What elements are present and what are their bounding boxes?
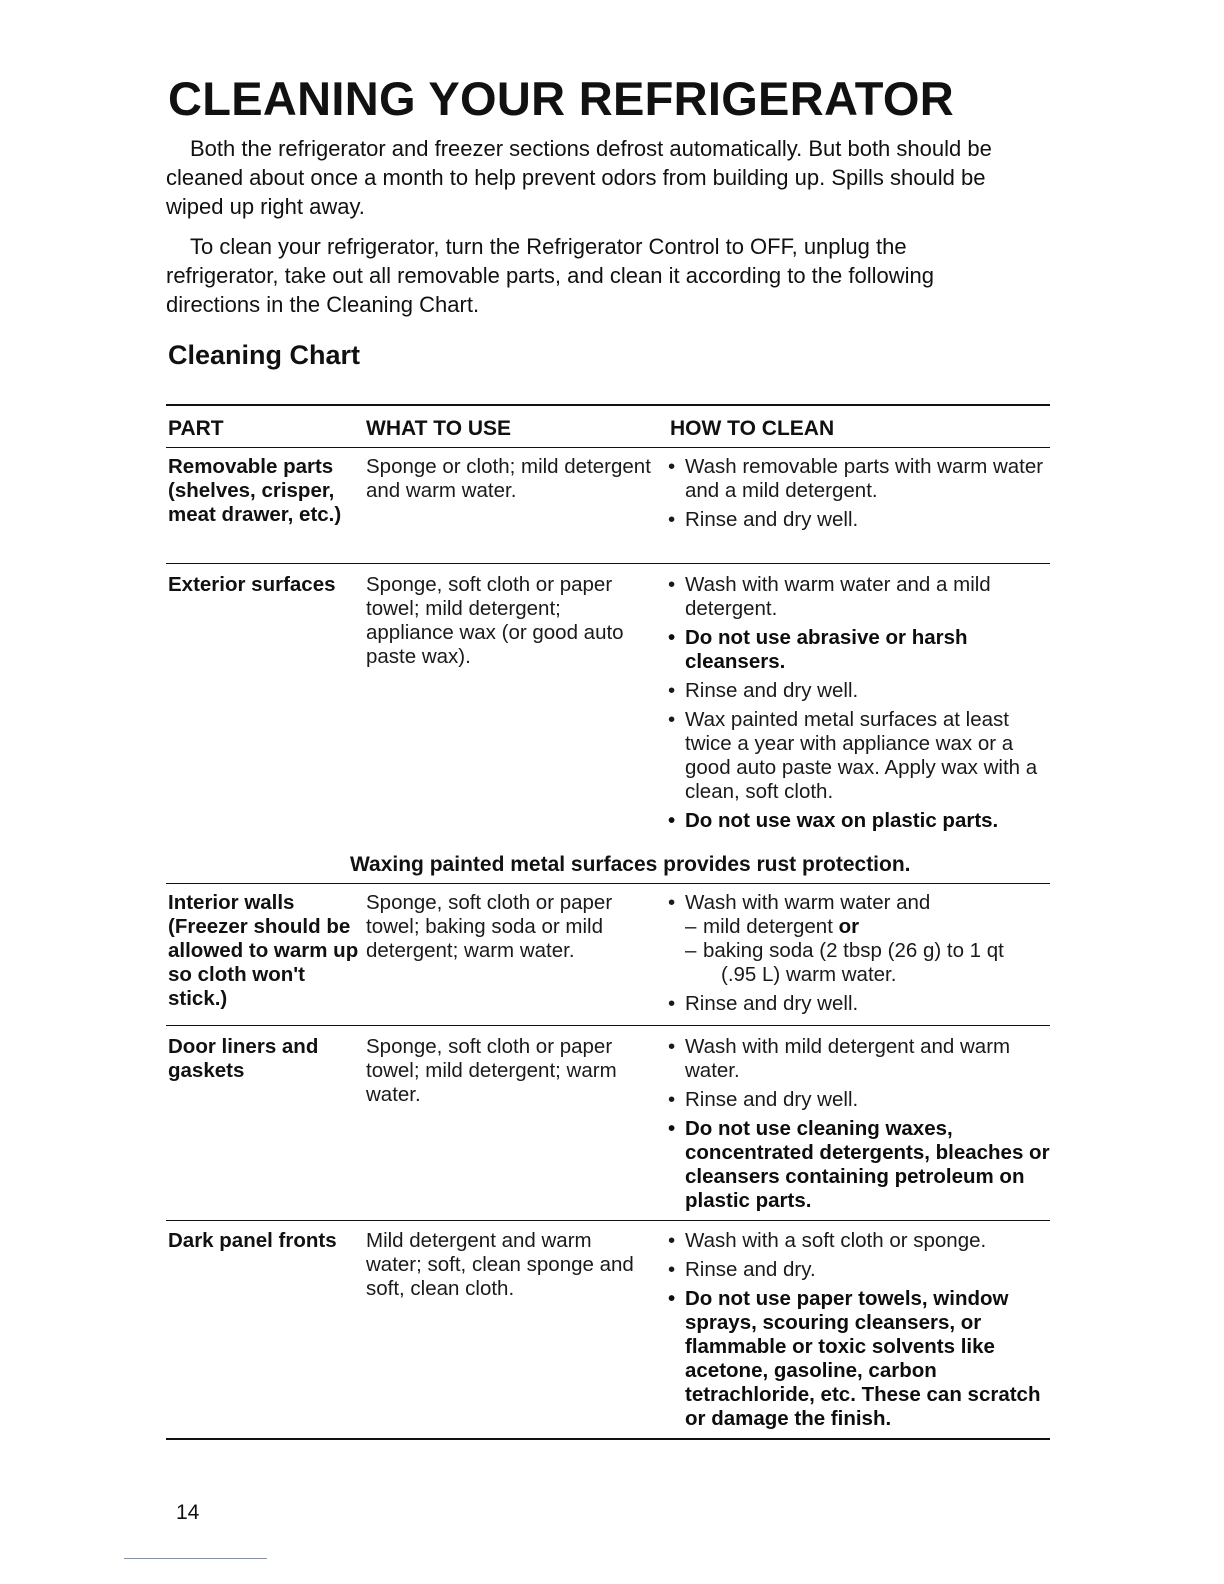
header-rule <box>166 447 1050 448</box>
bullet-icon: • <box>668 1229 676 1252</box>
bullet-icon: • <box>668 809 676 832</box>
bullet-icon: • <box>668 573 676 596</box>
part-cell: Removable parts (shelves, crisper, meat drawer, etc.) <box>168 455 342 526</box>
bullet-icon: • <box>668 1287 676 1310</box>
bullet-icon: • <box>668 508 676 531</box>
part-cell: Interior walls (Freezer should be allowed to warm up so cloth won't stick.) <box>168 891 359 1010</box>
bullet-icon: • <box>668 992 676 1015</box>
table-bottom-rule <box>166 1438 1050 1440</box>
bullet-icon: • <box>668 626 676 649</box>
dash-icon: – <box>685 915 697 938</box>
row-rule <box>166 1025 1050 1026</box>
list-item: • Wash with warm water and a mild detergent. <box>668 573 991 620</box>
list-item: • Rinse and dry. <box>668 1258 816 1281</box>
what-to-use-cell: Sponge, soft cloth or paper towel; baking soda or mild detergent; warm water. <box>366 891 613 962</box>
header-how-to-clean: HOW TO CLEAN <box>670 417 835 440</box>
bullet-icon: • <box>668 1117 676 1140</box>
sub-item: – mild detergent or <box>685 915 860 938</box>
what-to-use-cell: Sponge, soft cloth or paper towel; mild detergent; warm water. <box>366 1035 617 1106</box>
list-item: • Rinse and dry well. <box>668 679 859 702</box>
bullet-icon: • <box>668 708 676 731</box>
list-item: • Do not use abrasive or harsh cleansers. <box>668 626 968 673</box>
how-to-clean-cell <box>668 1229 1058 1436</box>
part-cell: Exterior surfaces <box>168 573 336 596</box>
how-to-clean-cell <box>668 891 1058 1021</box>
list-item: • Wash removable parts with warm water and a mild detergent. <box>668 455 1044 502</box>
intro-paragraph-2: To clean your refrigerator, turn the Refrigerator Control to OFF, unplug the refrigerator, take out all removable parts, and clean it according to the following directions in the Cleaning Chart. <box>166 234 934 317</box>
page-number: 14 <box>176 1501 200 1524</box>
chart-title: Cleaning Chart <box>168 340 361 370</box>
bullet-icon: • <box>668 1258 676 1281</box>
dash-icon: – <box>685 939 697 962</box>
how-to-clean-cell <box>668 573 1058 838</box>
list-item: • Rinse and dry well. <box>668 992 859 1015</box>
list-item: • Do not use paper towels, window sprays, scouring cleansers, or flammable or toxic solvents like acetone, gasoline, carbon tetrachloride, etc. These can scratch or damage the finish. <box>668 1287 1041 1430</box>
row-rule <box>166 563 1050 564</box>
bullet-icon: • <box>668 679 676 702</box>
list-item: • Rinse and dry well. <box>668 1088 859 1111</box>
header-what-to-use: WHAT TO USE <box>366 417 512 440</box>
part-cell: Door liners and gaskets <box>168 1035 319 1082</box>
table-top-rule <box>166 404 1050 406</box>
page-title: CLEANING YOUR REFRIGERATOR <box>168 72 954 125</box>
list-item: • Wash with mild detergent and warm water. <box>668 1035 1011 1082</box>
how-to-clean-cell <box>668 1035 1058 1218</box>
bullet-icon: • <box>668 1035 676 1058</box>
footer-line <box>124 1558 267 1559</box>
list-item: • Wash with a soft cloth or sponge. <box>668 1229 987 1252</box>
rust-protection-note: Waxing painted metal surfaces provides rust protection. <box>350 853 911 876</box>
sub-item-continued: (.95 L) warm water. <box>721 963 897 986</box>
what-to-use-cell: Mild detergent and warm water; soft, clean sponge and soft, clean cloth. <box>366 1229 634 1300</box>
what-to-use-cell: Sponge or cloth; mild detergent and warm water. <box>366 455 651 502</box>
what-to-use-cell: Sponge, soft cloth or paper towel; mild detergent; appliance wax (or good auto paste wax). <box>366 573 624 668</box>
list-item: • Do not use wax on plastic parts. <box>668 809 999 832</box>
header-part: PART <box>168 417 224 440</box>
part-cell: Dark panel fronts <box>168 1229 337 1252</box>
list-item: • Wax painted metal surfaces at least twice a year with appliance wax or a good auto paste wax. Apply wax with a clean, soft cloth. <box>668 708 1038 803</box>
bullet-icon: • <box>668 455 676 478</box>
intro-paragraph-1: Both the refrigerator and freezer sections defrost automatically. But both should be cleaned about once a month to help prevent odors from building up. Spills should be wiped up right away. <box>166 136 992 219</box>
bullet-icon: • <box>668 891 676 914</box>
row-rule <box>166 883 1050 884</box>
how-to-clean-cell <box>668 455 1058 537</box>
bullet-icon: • <box>668 1088 676 1111</box>
list-item: • Rinse and dry well. <box>668 508 859 531</box>
sub-item: – baking soda (2 tbsp (26 g) to 1 qt <box>685 939 1004 962</box>
list-item: • Wash with warm water and – mild detergent or – baking soda (2 tbsp (26 g) to 1 qt (.95 L) warm water. <box>668 891 1058 987</box>
row-rule <box>166 1220 1050 1221</box>
list-item: • Do not use cleaning waxes, concentrated detergents, bleaches or cleansers containing petroleum on plastic parts. <box>668 1117 1050 1212</box>
